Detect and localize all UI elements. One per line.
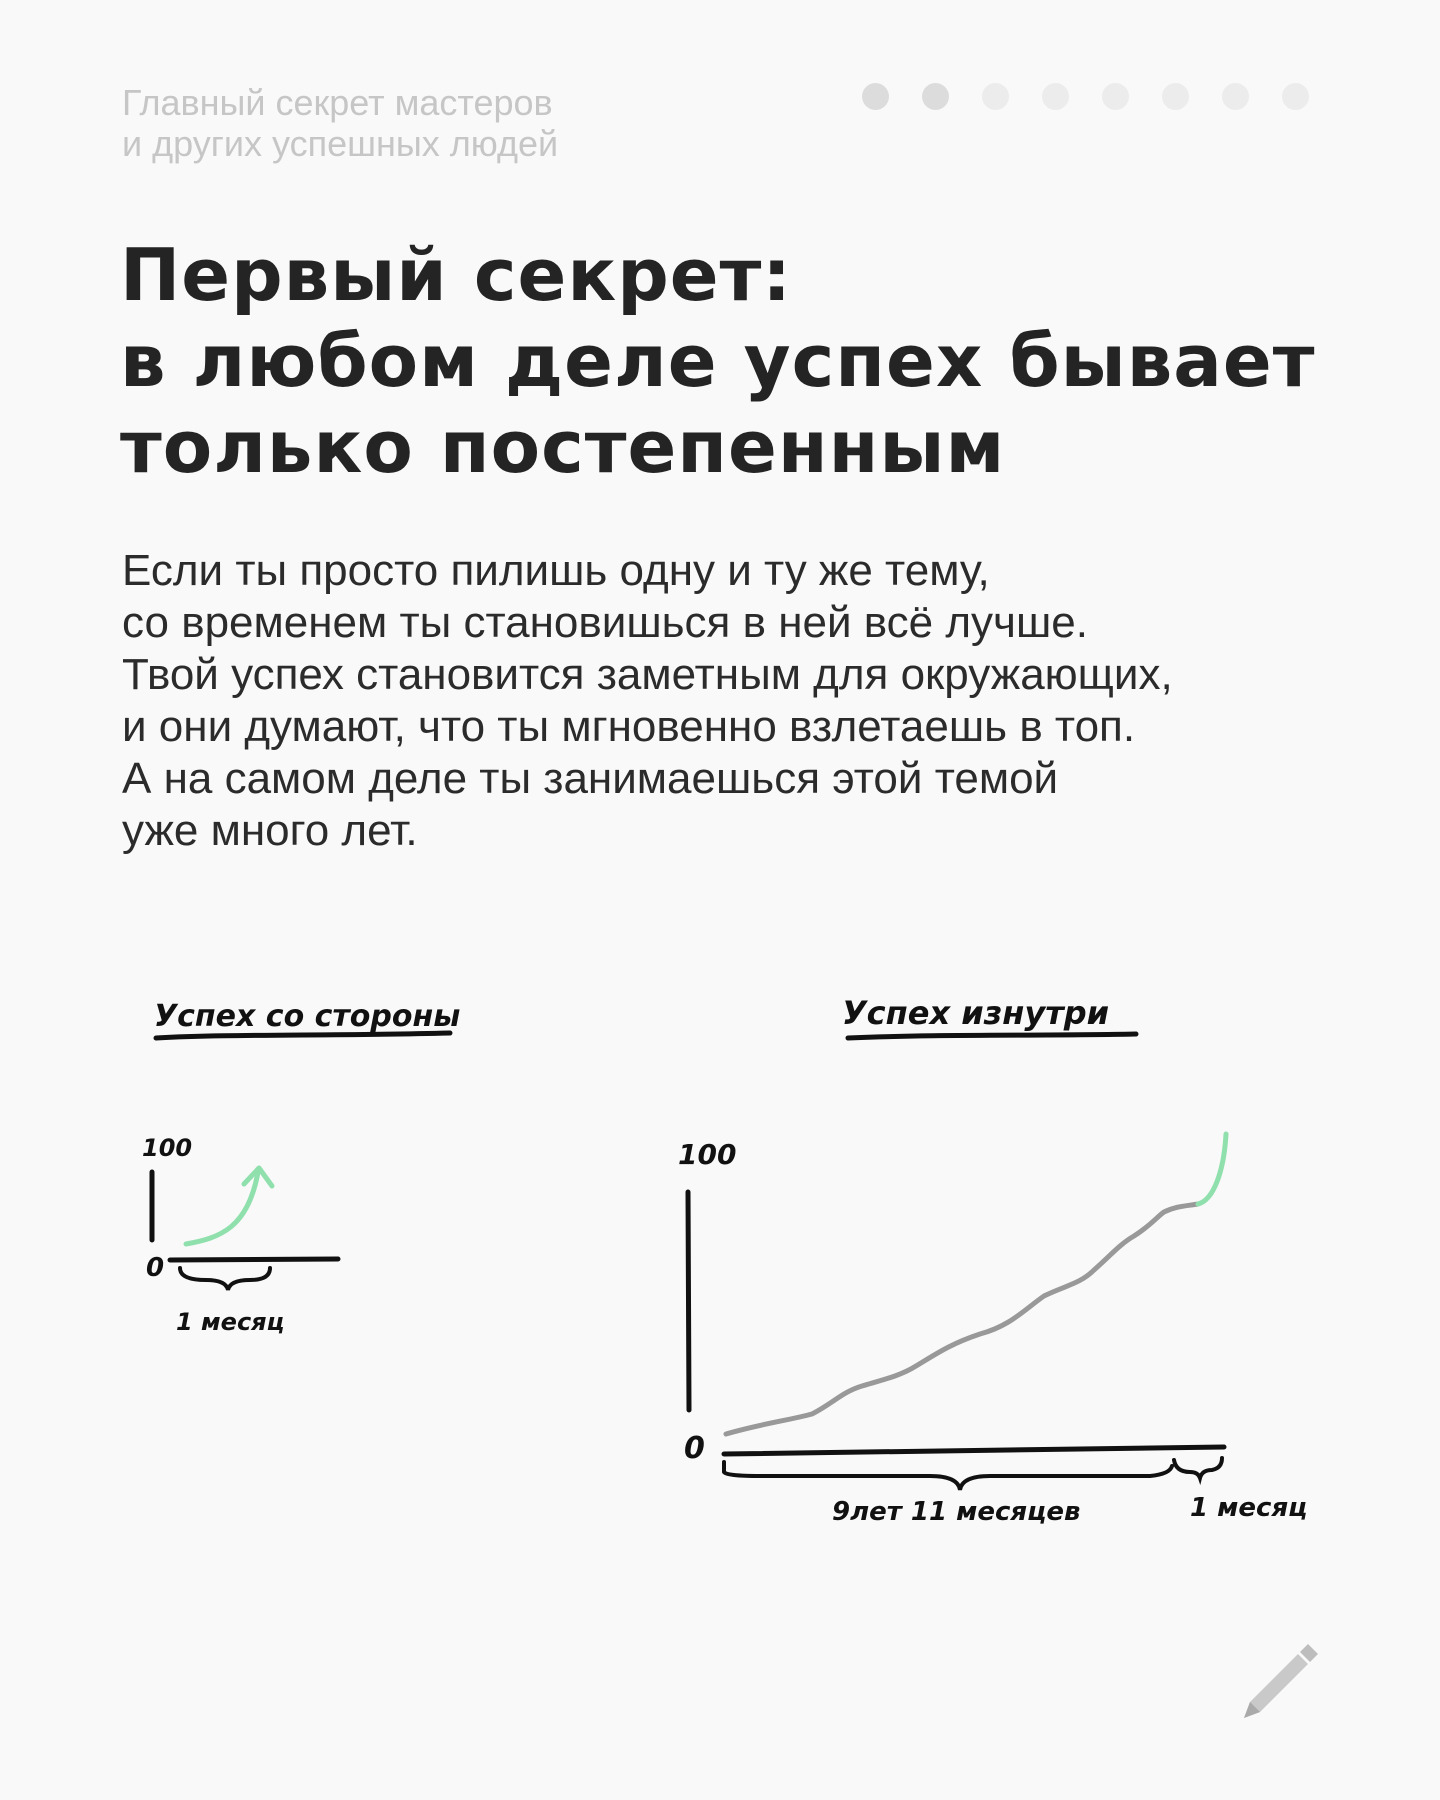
page-title-line: Первый секрет: [120, 233, 793, 317]
slide-pagination [862, 83, 1322, 111]
long-span-brace [724, 1462, 1172, 1490]
sketch-outside-view [0, 960, 560, 1360]
axis-label-0: 0 [684, 1431, 705, 1466]
body-line: уже много лет. [122, 806, 418, 855]
pagination-dot[interactable] [982, 83, 1009, 110]
axis-label-100: 100 [678, 1138, 737, 1171]
pagination-dot[interactable] [862, 83, 889, 110]
page-title-line: в любом деле успех бывает [120, 319, 1316, 403]
short-span-brace [1174, 1458, 1222, 1478]
pagination-dot[interactable] [1102, 83, 1129, 110]
header-subtitle-line: Главный секрет мастеров [122, 82, 553, 123]
axis-label-100: 100 [142, 1134, 193, 1162]
pagination-dot[interactable] [1042, 83, 1069, 110]
axis-label-0: 0 [146, 1253, 165, 1283]
page-title-line: только постепенным [120, 405, 1006, 489]
sketch-left-heading: Успех со стороны [154, 999, 461, 1034]
page-title [120, 232, 1340, 490]
header-subtitle [122, 82, 558, 164]
slow-progress-curve [726, 1204, 1198, 1434]
span-brace [180, 1268, 270, 1290]
breakthrough-curve [1198, 1134, 1226, 1204]
pagination-dot[interactable] [1282, 83, 1309, 110]
pencil-icon [1236, 1636, 1326, 1726]
long-span-label: 9лет 11 месяцев [832, 1497, 1081, 1527]
x-axis [170, 1259, 338, 1260]
body-line: и они думают, что ты мгновенно взлетаешь в топ. [122, 702, 1136, 751]
body-paragraph [122, 545, 1342, 857]
x-axis [724, 1447, 1224, 1454]
heading-underline [848, 1034, 1136, 1038]
header-subtitle-line: и других успешных людей [122, 123, 559, 164]
y-axis [688, 1192, 689, 1410]
body-line: Если ты просто пилишь одну и ту же тему, [122, 546, 990, 595]
pagination-dot[interactable] [1162, 83, 1189, 110]
body-line: Твой успех становится заметным для окружающих, [122, 650, 1173, 699]
body-line: со временем ты становишься в ней всё лучше. [122, 598, 1088, 647]
sketch-right-heading: Успех изнутри [842, 994, 1110, 1032]
body-line: А на самом деле ты занимаешься этой темой [122, 754, 1059, 803]
pagination-dot[interactable] [1222, 83, 1249, 110]
span-label: 1 месяц [176, 1308, 285, 1336]
sketch-inside-view [640, 960, 1340, 1527]
short-span-label: 1 месяц [1190, 1493, 1308, 1523]
pagination-dot[interactable] [922, 83, 949, 110]
